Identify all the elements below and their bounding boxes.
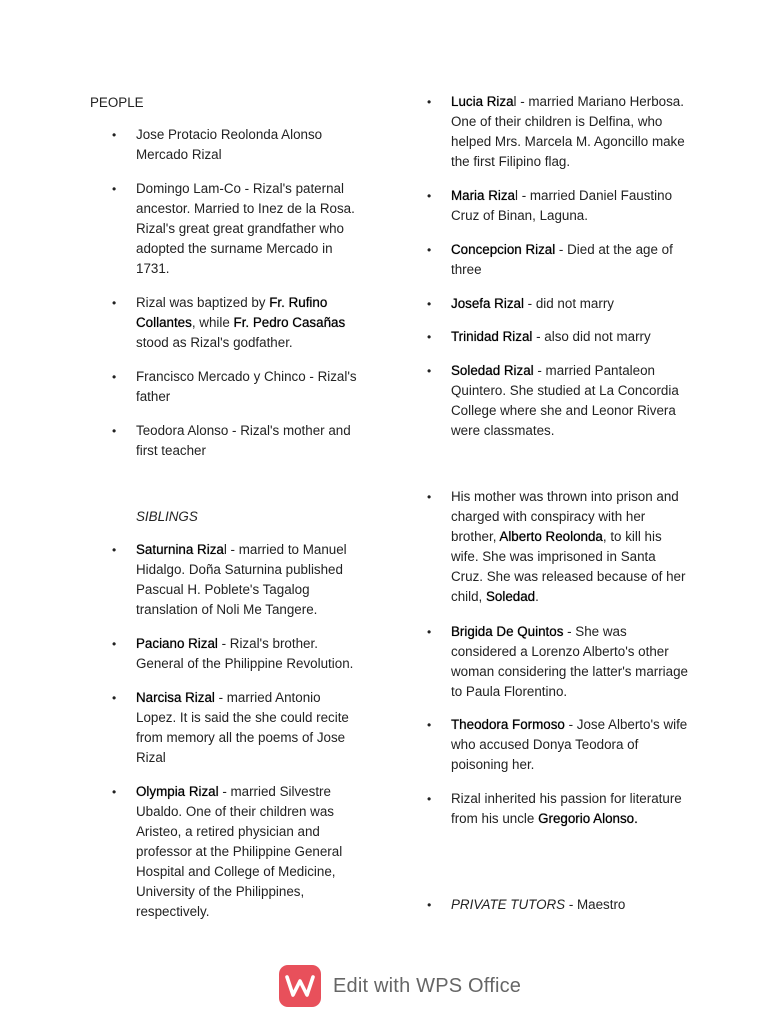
bullet-icon: • [427, 330, 432, 344]
list-item [427, 361, 689, 441]
bold-name-text: Fr. Pedro Casañas [233, 315, 346, 330]
text-run: Rizal was baptized by [136, 295, 270, 310]
item-text [451, 94, 685, 169]
item-text [136, 636, 353, 671]
list-item [427, 715, 689, 775]
text-run: - did not marry [523, 296, 614, 311]
text-run: . [535, 589, 539, 604]
item-text [451, 296, 614, 311]
bold-name-text: Trinidad Rizal [451, 329, 533, 344]
text-run: l - married Mariano Herbosa. One of their children is Delfina, who helped Mrs. Marcela M. Agoncillo make the first Filipino flag. [451, 94, 685, 169]
item-text [451, 242, 673, 277]
item-text [451, 329, 651, 344]
bullet-icon: • [427, 490, 432, 504]
bold-name-text: Fr. Rufino Collantes [136, 295, 328, 330]
bold-name-text: Narcisa Rizal [136, 690, 215, 705]
list-item [112, 293, 362, 353]
text-run: Jose Protacio Reolonda Alonso Mercado Rizal [136, 127, 323, 162]
item-text [451, 897, 625, 912]
bold-name-text: Josefa Rizal [451, 296, 524, 311]
list-item [112, 125, 362, 165]
item-text [451, 188, 672, 223]
text-run: Teodora Alonso - Rizal's mother and first teacher [136, 423, 351, 458]
text-run: l - married to Manuel Hidalgo. Doña Saturnina published Pascual H. Poblete's Tagalog translation of Noli Me Tangere. [136, 542, 347, 617]
bullet-icon: • [427, 95, 432, 109]
bullet-icon: • [112, 370, 117, 384]
list-item [112, 540, 362, 620]
bold-name-text: Brigida De Quintos [451, 624, 564, 639]
bullet-icon: • [427, 189, 432, 203]
text-run: Rizal inherited his passion for literature from his uncle [451, 791, 682, 826]
text-run: - Died at the age of three [451, 242, 673, 277]
bold-name-text: Soledad Rizal [451, 363, 534, 378]
bold-name-text: Theodora Formoso [451, 717, 565, 732]
wps-edit-watermark[interactable] [279, 964, 521, 1008]
list-item [112, 688, 362, 768]
bold-name-text: Paciano Rizal [136, 636, 218, 651]
section-heading-people: PEOPLE [90, 95, 144, 110]
list-item [112, 179, 362, 279]
list-item [427, 622, 689, 702]
item-text [451, 624, 688, 699]
text-run: His mother was thrown into prison and charged with conspiracy with her brother, [451, 489, 679, 544]
bullet-icon: • [112, 128, 117, 142]
list-item [427, 487, 689, 607]
text-run: - She was considered a Lorenzo Alberto's other woman considering the latter's marriage to Paula Florentino. [451, 624, 689, 699]
bold-name-text: Alberto Reolonda [499, 529, 603, 544]
text-run: l - married Daniel Faustino Cruz of Binan, Laguna. [451, 188, 673, 223]
item-text [136, 423, 351, 458]
bold-name-text: Lucia Riza [451, 94, 514, 109]
bullet-icon: • [112, 785, 117, 799]
text-run: Francisco Mercado y Chinco - Rizal's father [136, 369, 357, 404]
list-item [112, 421, 362, 461]
bullet-icon: • [112, 296, 117, 310]
italic-text: PRIVATE TUTORS [451, 897, 566, 912]
wps-edit-label: Edit with WPS Office [333, 974, 522, 997]
item-text [451, 791, 682, 826]
bullet-icon: • [427, 792, 432, 806]
text-run: - also did not marry [532, 329, 651, 344]
text-run: - married Pantaleon Quintero. She studied at La Concordia College where she and Leonor Rivera were classmates. [451, 363, 679, 438]
text-run: - married Silvestre Ubaldo. One of their children was Aristeo, a retired physician and professor at the Philippine General Hospital and College of Medicine, University of the Philippines, respectively. [136, 784, 343, 919]
item-text [136, 181, 355, 276]
list-item [427, 294, 689, 314]
bullet-icon: • [112, 182, 117, 196]
list-item [427, 240, 689, 280]
list-item [427, 92, 689, 172]
item-text [451, 363, 679, 438]
bullet-icon: • [427, 898, 432, 912]
text-run: - Jose Alberto's wife who accused Donya Teodora of poisoning her. [451, 717, 688, 772]
list-item [427, 789, 689, 829]
bullet-icon: • [427, 625, 432, 639]
bullet-icon: • [112, 691, 117, 705]
text-run: - married Antonio Lopez. It is said the she could recite from memory all the poems of Jose Rizal [136, 690, 349, 765]
section-heading-siblings: SIBLINGS [136, 509, 198, 524]
item-text [136, 295, 345, 350]
list-item [427, 895, 689, 915]
bold-name-text: Soledad [485, 589, 536, 604]
bullet-icon: • [112, 424, 117, 438]
bold-name-text: Maria Riza [451, 188, 515, 203]
bullet-icon: • [427, 243, 432, 257]
item-text [136, 127, 322, 162]
item-text [136, 690, 349, 765]
list-item [427, 186, 689, 226]
wps-w-glyph [285, 973, 315, 999]
wps-logo-icon [279, 965, 321, 1007]
bullet-icon: • [427, 364, 432, 378]
item-text [451, 489, 685, 604]
bold-name-text: Concepcion Rizal [451, 242, 556, 257]
bullet-icon: • [112, 637, 117, 651]
bullet-icon: • [112, 543, 117, 557]
list-item [427, 327, 689, 347]
text-run: - Maestro [565, 897, 626, 912]
text-run: stood as Rizal's godfather. [136, 335, 293, 350]
bullet-icon: • [427, 297, 432, 311]
text-run: , while [191, 315, 234, 330]
bold-name-text: Saturnina Riza [136, 542, 224, 557]
text-run: Domingo Lam-Co - Rizal's paternal ancestor. Married to Inez de la Rosa. Rizal's great great grandfather who adopted the surname Mercado in 1731. [136, 181, 355, 276]
item-text [136, 542, 347, 617]
text-run: , to kill his wife. She was imprisoned in Santa Cruz. She was released because of her child, [451, 529, 686, 604]
item-text [451, 717, 687, 772]
item-text [136, 369, 357, 404]
text-run: - Rizal's brother. General of the Philippine Revolution. [136, 636, 354, 671]
item-text [136, 784, 342, 919]
bold-name-text: Olympia Rizal [136, 784, 219, 799]
list-item [112, 634, 362, 674]
bullet-icon: • [427, 718, 432, 732]
list-item [112, 367, 362, 407]
bold-name-text: Gregorio Alonso. [538, 811, 638, 826]
list-item [112, 782, 362, 922]
